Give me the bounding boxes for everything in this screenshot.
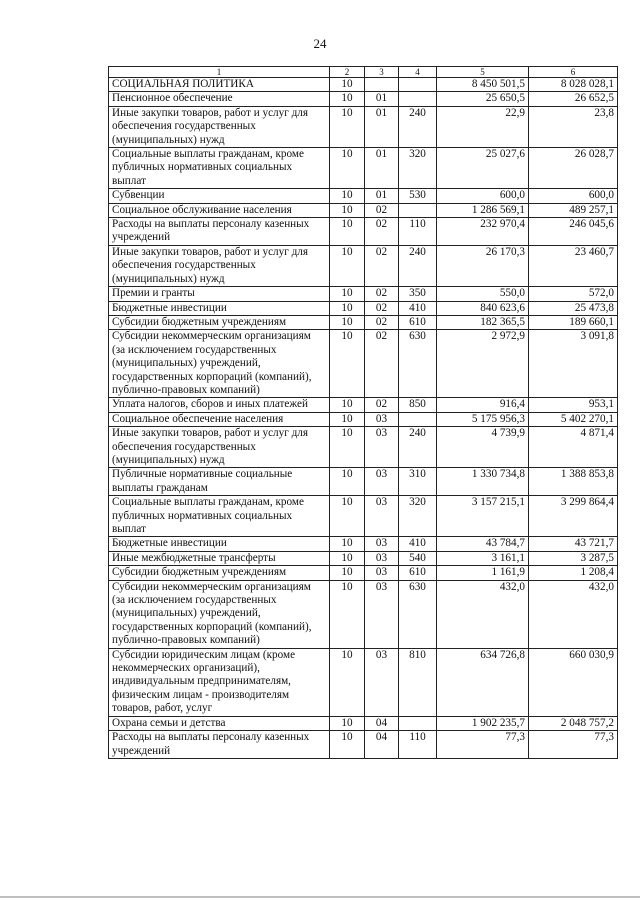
row-section-cell: 10 <box>330 92 365 106</box>
row-subsection-cell: 02 <box>365 398 399 412</box>
row-subsection-cell: 03 <box>365 427 399 468</box>
row-section-cell: 10 <box>330 731 365 759</box>
row-value-col5-cell: 1 161,9 <box>437 566 529 580</box>
row-value-col5-cell: 2 972,9 <box>437 330 529 398</box>
row-value-col6-cell: 189 660,1 <box>529 315 618 329</box>
row-section-cell: 10 <box>330 566 365 580</box>
row-subsection-cell: 03 <box>365 537 399 551</box>
row-expense-type-cell <box>399 92 437 106</box>
table-row <box>109 330 618 398</box>
row-name-cell: Субсидии бюджетным учреждениям <box>109 566 330 580</box>
row-section-cell: 10 <box>330 301 365 315</box>
table-row <box>109 551 618 565</box>
row-section-cell: 10 <box>330 398 365 412</box>
row-subsection-cell: 03 <box>365 496 399 537</box>
row-value-col6-cell: 2 048 757,2 <box>529 716 618 730</box>
row-name-cell: Иные закупки товаров, работ и услуг для обеспечения государственных (муниципальных) нужд <box>109 106 330 147</box>
row-value-col6-cell: 5 402 270,1 <box>529 412 618 426</box>
row-value-col5-cell: 25 027,6 <box>437 148 529 189</box>
table-row <box>109 148 618 189</box>
row-name-cell: Пенсионное обеспечение <box>109 92 330 106</box>
table-row <box>109 716 618 730</box>
row-expense-type-cell: 610 <box>399 566 437 580</box>
row-value-col5-cell: 840 623,6 <box>437 301 529 315</box>
row-expense-type-cell: 850 <box>399 398 437 412</box>
row-value-col6-cell: 660 030,9 <box>529 648 618 716</box>
row-value-col5-cell: 634 726,8 <box>437 648 529 716</box>
row-section-cell: 10 <box>330 148 365 189</box>
row-expense-type-cell: 530 <box>399 189 437 203</box>
row-value-col5-cell: 4 739,9 <box>437 427 529 468</box>
row-name-cell: Уплата налогов, сборов и иных платежей <box>109 398 330 412</box>
row-subsection-cell: 02 <box>365 245 399 286</box>
row-section-cell: 10 <box>330 106 365 147</box>
row-section-cell: 10 <box>330 468 365 496</box>
table-row <box>109 315 618 329</box>
row-name-cell: Субсидии юридическим лицам (кроме некоммерческих организаций), индивидуальным предпринимателям, физическим лицам - производителям товаров, работ, услуг <box>109 648 330 716</box>
table-row <box>109 301 618 315</box>
row-subsection-cell: 02 <box>365 301 399 315</box>
row-value-col5-cell: 182 365,5 <box>437 315 529 329</box>
row-expense-type-cell <box>399 78 437 92</box>
row-value-col6-cell: 3 299 864,4 <box>529 496 618 537</box>
row-subsection-cell: 02 <box>365 203 399 217</box>
row-name-cell: Иные закупки товаров, работ и услуг для обеспечения государственных (муниципальных) нужд <box>109 427 330 468</box>
row-value-col5-cell: 1 286 569,1 <box>437 203 529 217</box>
table-row <box>109 218 618 246</box>
row-expense-type-cell <box>399 203 437 217</box>
row-value-col5-cell: 8 450 501,5 <box>437 78 529 92</box>
column-number-1: 1 <box>109 67 330 78</box>
column-number-3: 3 <box>365 67 399 78</box>
table-row <box>109 648 618 716</box>
table-row <box>109 496 618 537</box>
row-subsection-cell: 04 <box>365 731 399 759</box>
row-name-cell: Охрана семьи и детства <box>109 716 330 730</box>
row-expense-type-cell: 810 <box>399 648 437 716</box>
row-section-cell: 10 <box>330 315 365 329</box>
row-value-col6-cell: 953,1 <box>529 398 618 412</box>
row-expense-type-cell: 610 <box>399 315 437 329</box>
table-row <box>109 92 618 106</box>
row-value-col6-cell: 25 473,8 <box>529 301 618 315</box>
row-expense-type-cell: 320 <box>399 496 437 537</box>
table-row <box>109 106 618 147</box>
table-row <box>109 468 618 496</box>
row-value-col6-cell: 8 028 028,1 <box>529 78 618 92</box>
row-section-cell: 10 <box>330 287 365 301</box>
row-name-cell: Публичные нормативные социальные выплаты гражданам <box>109 468 330 496</box>
page-number: 24 <box>313 36 327 51</box>
row-subsection-cell: 02 <box>365 287 399 301</box>
row-name-cell: Социальные выплаты гражданам, кроме публичных нормативных социальных выплат <box>109 148 330 189</box>
table-row <box>109 245 618 286</box>
row-value-col5-cell: 22,9 <box>437 106 529 147</box>
row-expense-type-cell: 310 <box>399 468 437 496</box>
row-expense-type-cell: 110 <box>399 218 437 246</box>
row-section-cell: 10 <box>330 580 365 648</box>
row-section-cell: 10 <box>330 537 365 551</box>
row-expense-type-cell: 630 <box>399 580 437 648</box>
row-subsection-cell: 03 <box>365 566 399 580</box>
column-number-6: 6 <box>529 67 618 78</box>
row-name-cell: СОЦИАЛЬНАЯ ПОЛИТИКА <box>109 78 330 92</box>
row-value-col5-cell: 26 170,3 <box>437 245 529 286</box>
row-subsection-cell: 04 <box>365 716 399 730</box>
row-value-col6-cell: 489 257,1 <box>529 203 618 217</box>
row-subsection-cell: 03 <box>365 468 399 496</box>
table-header-row <box>109 67 618 78</box>
row-name-cell: Субсидии некоммерческим организациям (за исключением государственных (муниципальных) учреждений, государственных корпораций (компаний), публично-правовых компаний) <box>109 330 330 398</box>
row-value-col6-cell: 432,0 <box>529 580 618 648</box>
row-subsection-cell: 01 <box>365 189 399 203</box>
row-name-cell: Бюджетные инвестиции <box>109 537 330 551</box>
row-value-col5-cell: 77,3 <box>437 731 529 759</box>
row-subsection-cell: 02 <box>365 315 399 329</box>
row-expense-type-cell <box>399 716 437 730</box>
row-name-cell: Премии и гранты <box>109 287 330 301</box>
table-row <box>109 731 618 759</box>
row-name-cell: Иные закупки товаров, работ и услуг для обеспечения государственных (муниципальных) нужд <box>109 245 330 286</box>
row-value-col5-cell: 232 970,4 <box>437 218 529 246</box>
row-section-cell: 10 <box>330 648 365 716</box>
row-expense-type-cell: 410 <box>399 537 437 551</box>
row-value-col5-cell: 1 330 734,8 <box>437 468 529 496</box>
row-section-cell: 10 <box>330 78 365 92</box>
column-number-2: 2 <box>330 67 365 78</box>
table-row <box>109 580 618 648</box>
row-value-col5-cell: 3 157 215,1 <box>437 496 529 537</box>
row-section-cell: 10 <box>330 245 365 286</box>
row-name-cell: Социальные выплаты гражданам, кроме публичных нормативных социальных выплат <box>109 496 330 537</box>
budget-table <box>108 66 618 759</box>
row-name-cell: Социальное обслуживание населения <box>109 203 330 217</box>
row-value-col5-cell: 43 784,7 <box>437 537 529 551</box>
row-value-col6-cell: 1 208,4 <box>529 566 618 580</box>
column-number-5: 5 <box>437 67 529 78</box>
row-expense-type-cell: 240 <box>399 245 437 286</box>
row-value-col6-cell: 572,0 <box>529 287 618 301</box>
row-value-col6-cell: 246 045,6 <box>529 218 618 246</box>
row-value-col5-cell: 916,4 <box>437 398 529 412</box>
row-expense-type-cell: 630 <box>399 330 437 398</box>
row-value-col5-cell: 1 902 235,7 <box>437 716 529 730</box>
row-expense-type-cell: 240 <box>399 106 437 147</box>
row-subsection-cell: 01 <box>365 92 399 106</box>
row-subsection-cell: 03 <box>365 580 399 648</box>
row-value-col5-cell: 25 650,5 <box>437 92 529 106</box>
table-row <box>109 412 618 426</box>
row-subsection-cell: 03 <box>365 551 399 565</box>
row-value-col5-cell: 600,0 <box>437 189 529 203</box>
row-subsection-cell: 01 <box>365 106 399 147</box>
row-value-col6-cell: 23,8 <box>529 106 618 147</box>
table-row <box>109 398 618 412</box>
row-section-cell: 10 <box>330 496 365 537</box>
row-name-cell: Расходы на выплаты персоналу казенных учреждений <box>109 218 330 246</box>
row-value-col6-cell: 3 287,5 <box>529 551 618 565</box>
row-expense-type-cell: 350 <box>399 287 437 301</box>
row-section-cell: 10 <box>330 716 365 730</box>
row-expense-type-cell: 540 <box>399 551 437 565</box>
row-expense-type-cell <box>399 412 437 426</box>
table-row <box>109 78 618 92</box>
row-expense-type-cell: 410 <box>399 301 437 315</box>
row-value-col6-cell: 23 460,7 <box>529 245 618 286</box>
row-name-cell: Субсидии некоммерческим организациям (за исключением государственных (муниципальных) учреждений, государственных корпораций (компаний), публично-правовых компаний) <box>109 580 330 648</box>
row-value-col6-cell: 600,0 <box>529 189 618 203</box>
row-value-col6-cell: 26 028,7 <box>529 148 618 189</box>
row-subsection-cell <box>365 78 399 92</box>
row-expense-type-cell: 320 <box>399 148 437 189</box>
row-subsection-cell: 03 <box>365 412 399 426</box>
row-value-col5-cell: 3 161,1 <box>437 551 529 565</box>
row-name-cell: Субвенции <box>109 189 330 203</box>
row-value-col6-cell: 1 388 853,8 <box>529 468 618 496</box>
row-value-col5-cell: 550,0 <box>437 287 529 301</box>
row-section-cell: 10 <box>330 330 365 398</box>
column-number-4: 4 <box>399 67 437 78</box>
row-name-cell: Бюджетные инвестиции <box>109 301 330 315</box>
row-subsection-cell: 03 <box>365 648 399 716</box>
row-name-cell: Социальное обеспечение населения <box>109 412 330 426</box>
row-section-cell: 10 <box>330 412 365 426</box>
row-name-cell: Расходы на выплаты персоналу казенных учреждений <box>109 731 330 759</box>
row-name-cell: Субсидии бюджетным учреждениям <box>109 315 330 329</box>
scan-bottom-edge <box>0 896 640 898</box>
row-value-col6-cell: 3 091,8 <box>529 330 618 398</box>
row-value-col6-cell: 43 721,7 <box>529 537 618 551</box>
table-row <box>109 566 618 580</box>
table-row <box>109 537 618 551</box>
table-row <box>109 189 618 203</box>
row-section-cell: 10 <box>330 218 365 246</box>
table-row <box>109 203 618 217</box>
budget-table-body <box>109 67 618 759</box>
row-value-col5-cell: 432,0 <box>437 580 529 648</box>
row-subsection-cell: 02 <box>365 218 399 246</box>
row-section-cell: 10 <box>330 203 365 217</box>
row-value-col6-cell: 26 652,5 <box>529 92 618 106</box>
row-value-col6-cell: 4 871,4 <box>529 427 618 468</box>
table-row <box>109 427 618 468</box>
row-expense-type-cell: 110 <box>399 731 437 759</box>
row-name-cell: Иные межбюджетные трансферты <box>109 551 330 565</box>
row-subsection-cell: 01 <box>365 148 399 189</box>
row-section-cell: 10 <box>330 427 365 468</box>
table-row <box>109 287 618 301</box>
row-section-cell: 10 <box>330 551 365 565</box>
row-value-col6-cell: 77,3 <box>529 731 618 759</box>
row-value-col5-cell: 5 175 956,3 <box>437 412 529 426</box>
row-subsection-cell: 02 <box>365 330 399 398</box>
row-expense-type-cell: 240 <box>399 427 437 468</box>
row-section-cell: 10 <box>330 189 365 203</box>
